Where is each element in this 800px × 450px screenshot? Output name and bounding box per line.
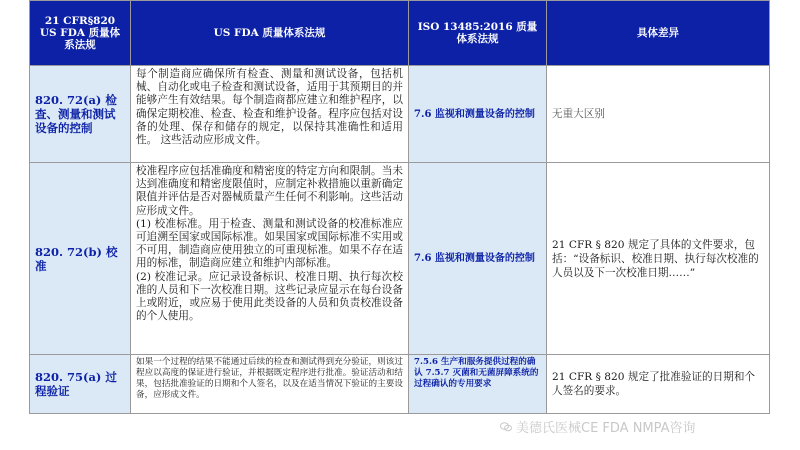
table-row — [30, 355, 770, 414]
iso-cell: 7.6 监视和测量设备的控制 — [409, 66, 547, 163]
watermark-text: 美德氏医械CE FDA NMPA咨询 — [516, 421, 696, 436]
iso-cell: 7.6 监视和测量设备的控制 — [409, 163, 547, 355]
header-fda-regulation: US FDA 质量体系法规 — [131, 1, 409, 66]
header-difference: 具体差异 — [547, 1, 770, 66]
watermark — [500, 417, 696, 436]
header-iso-regulation: ISO 13485:2016 质量体系法规 — [409, 1, 547, 66]
fda-paragraph: 校准程序应包括准确度和精密度的特定方向和限制。当未达到准确度和精密度限值时，应制定补救措施以重新确定限值并评估是否对器械质量产生任何不利影响。这些活动应形成文件。 — [136, 165, 403, 217]
wechat-icon — [500, 421, 512, 431]
section-cell: 820. 72(b) 校准 — [30, 163, 131, 355]
section-cell: 820. 75(a) 过程验证 — [30, 355, 131, 414]
difference-cell: 21 CFR § 820 规定了批准验证的日期和个人签名的要求。 — [547, 355, 770, 414]
fda-paragraph: (1) 校准标准。用于检查、测量和测试设备的校准标准应可追溯至国家或国际标准。如果国家或国际标准不实用或不可用，制造商应使用独立的可重现标准。如果不存在适用的标准，制造商应建立和维护内部标准。 — [136, 217, 403, 270]
fda-paragraph: 如果一个过程的结果不能通过后续的检查和测试得到充分验证，则该过程应以高度的保证进行验证，并根据既定程序进行批准。验证活动和结果，包括批准验证的日期和个人签名，以及在适当情况下验证的主要设备，应形成文件。 — [136, 357, 403, 400]
fda-text-cell — [131, 163, 409, 355]
difference-cell: 21 CFR § 820 规定了具体的文件要求，包括：“设备标识、校准日期、执行每次校准的人员以及下一次校准日期……” — [547, 163, 770, 355]
table-row — [30, 66, 770, 163]
table-row — [30, 163, 770, 355]
header-row — [30, 1, 770, 66]
fda-paragraph: (2) 校准记录。应记录设备标识、校准日期、执行每次校准的人员和下一次校准日期。这些记录应显示在每台设备上或附近，或应易于使用此类设备的人员和负责校准设备的个人使用。 — [136, 270, 403, 323]
fda-text-cell — [131, 355, 409, 414]
section-cell: 820. 72(a) 检查、测量和测试设备的控制 — [30, 66, 131, 163]
iso-cell: 7.5.6 生产和服务提供过程的确认 7.5.7 灭菌和无菌屏障系统的过程确认的专用要求 — [409, 355, 547, 414]
header-cfr-section: 21 CFR§820 US FDA 质量体系法规 — [30, 1, 131, 66]
fda-text-cell — [131, 66, 409, 163]
fda-paragraph: 每个制造商应确保所有检查、测量和测试设备，包括机械、自动化或电子检查和测试设备，适用于其预期目的并能够产生有效结果。每个制造商都应建立和维护程序，以确保定期校准、检查、检查和维护设备。程序应包括对设备的处理、保存和储存的规定，以保持其准确性和适用性。 这些活动应形成文件。 — [136, 68, 403, 147]
comparison-table — [29, 0, 770, 414]
difference-cell: 无重大区别 — [547, 66, 770, 163]
